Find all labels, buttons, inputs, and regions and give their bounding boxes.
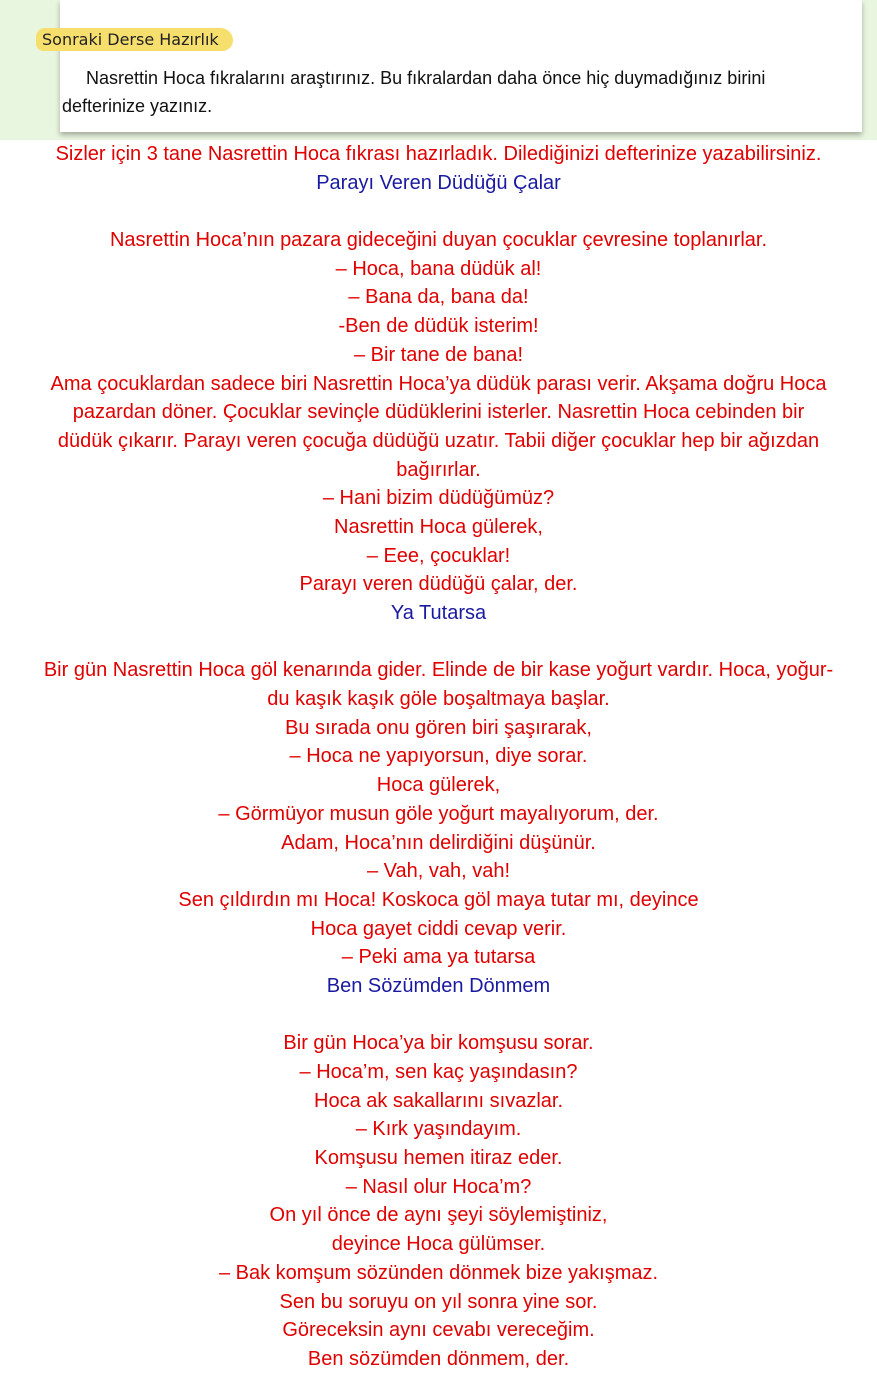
text-line: – Kırk yaşındayım. xyxy=(355,1118,522,1141)
text-line: bağırırlar. xyxy=(396,458,481,481)
text-line: Sen bu soruyu on yıl sonra yine sor. xyxy=(279,1290,598,1313)
story-title: Parayı Veren Düdüğü Çalar xyxy=(316,171,561,194)
assignment-card xyxy=(42,0,862,132)
text-line: – Hani bizim düdüğümüz? xyxy=(322,487,555,510)
story-title: Ya Tutarsa xyxy=(390,602,487,624)
text-line: Komşusu hemen itiraz eder. xyxy=(314,1147,563,1170)
text-line xyxy=(0,197,877,226)
text-line: pazardan döner. Çocuklar sevinçle düdüklerini isterler. Nasrettin Hoca cebinden bir xyxy=(72,401,805,424)
text-line: Bu sırada onu gören biri şaşırarak, xyxy=(285,716,592,739)
textbook-excerpt xyxy=(0,0,877,140)
text-line: Sizler için 3 tane Nasrettin Hoca fıkrası hazırladık. Dilediğinizi defterinize yazabilirsiniz. xyxy=(55,143,822,165)
text-line: Hoca gülerek, xyxy=(376,774,501,797)
text-line: – Nasıl olur Hoca’m? xyxy=(345,1175,532,1198)
text-line: deyince Hoca gülümser. xyxy=(331,1233,546,1256)
text-line: Bir gün Nasrettin Hoca göl kenarında gider. Elinde de bir kase yoğurt vardır. Hoca, yoğur- xyxy=(43,659,834,682)
text-line: -Ben de düdük isterim! xyxy=(338,315,539,338)
text-line: du kaşık kaşık göle boşaltmaya başlar. xyxy=(267,688,610,711)
text-line: Hoca gayet ciddi cevap verir. xyxy=(310,917,567,940)
text-line: Parayı veren düdüğü çalar, der. xyxy=(299,573,578,596)
text-line: – Görmüyor musun göle yoğurt mayalıyorum, der. xyxy=(218,802,659,825)
text-line: – Bak komşum sözünden dönmek bize yakışmaz. xyxy=(218,1261,659,1284)
text-line: Ben sözümden dönmem, der. xyxy=(307,1347,570,1370)
text-line: – Bana da, bana da! xyxy=(348,286,529,309)
text-line: Sen çıldırdın mı Hoca! Koskoca göl maya tutar mı, deyince xyxy=(178,888,699,911)
text-line: Nasrettin Hoca’nın pazara gideceğini duyan çocuklar çevresine toplanırlar. xyxy=(109,229,768,252)
text-line: – Eee, çocuklar! xyxy=(366,544,511,567)
section-tag: Sonraki Derse Hazırlık xyxy=(36,28,233,51)
story-title: Ben Sözümden Dönmem xyxy=(326,974,551,997)
stories-text xyxy=(0,140,877,1374)
text-line: – Vah, vah, vah! xyxy=(366,860,511,883)
text-line: Hoca ak sakallarını sıvazlar. xyxy=(314,1089,563,1112)
text-line: düdük çıkarır. Parayı veren çocuğa düdüğü uzatır. Tabii diğer çocuklar hep bir ağızdan xyxy=(57,429,820,452)
text-line: On yıl önce de aynı şeyi söylemiştiniz, xyxy=(269,1204,608,1227)
text-line: – Hoca ne yapıyorsun, diye sorar. xyxy=(289,745,588,768)
text-line: Adam, Hoca’nın delirdiğini düşünür. xyxy=(281,831,596,854)
text-line xyxy=(0,1001,877,1030)
text-line: – Bir tane de bana! xyxy=(353,343,523,366)
text-line: Göreceksin aynı cevabı vereceğim. xyxy=(282,1319,595,1342)
text-line: Bir gün Hoca’ya bir komşusu sorar. xyxy=(283,1032,594,1055)
text-line: Nasrettin Hoca gülerek, xyxy=(334,515,543,538)
text-line xyxy=(0,628,877,657)
assignment-text: Nasrettin Hoca fıkralarını araştırınız. Bu fıkralardan daha önce hiç duymadığınız birini defterinize yazınız. xyxy=(62,68,766,116)
text-line: – Hoca’m, sen kaç yaşındasın? xyxy=(299,1061,578,1083)
text-line: – Hoca, bana düdük al! xyxy=(335,257,542,280)
text-line: – Peki ama ya tutarsa xyxy=(341,946,536,969)
text-line: Ama çocuklardan sadece biri Nasrettin Hoca’ya düdük parası verir. Akşama doğru Hoca xyxy=(50,372,827,395)
